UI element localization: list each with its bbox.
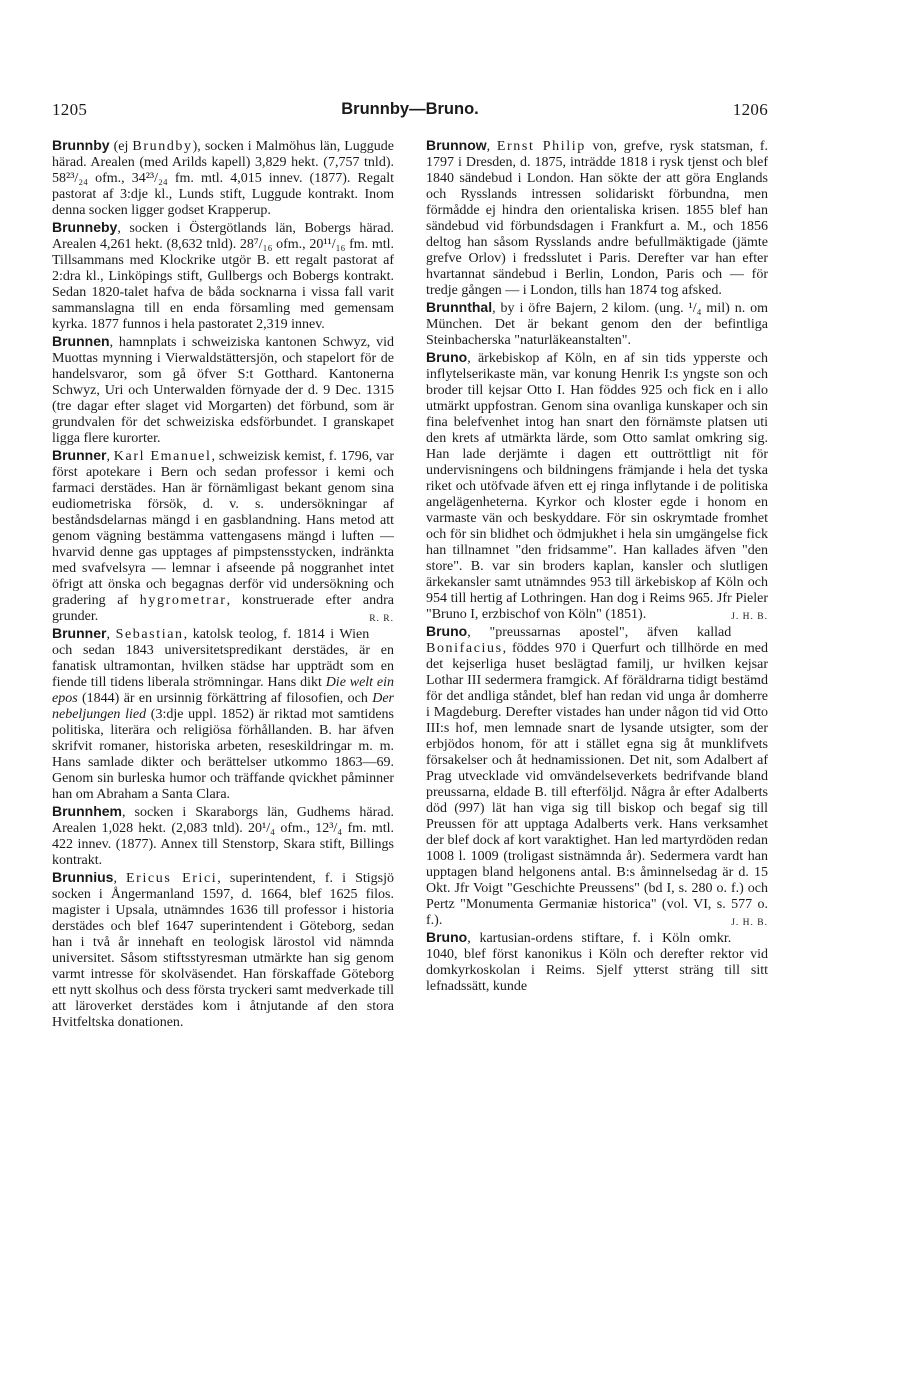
headword: Brunneby: [52, 219, 118, 235]
headword: Bruno: [426, 623, 468, 639]
headword: Brunner: [52, 447, 107, 463]
entry-brunner-karl: Brunner, Karl Emanuel, schweizisk kemist, f. 1796, var först apotekare i Bern och sedan professor i kemi och farmaci derstädes. Han är förnämligast bekant genom sina eudiometriska försök, d. v. s. undersökningar af beståndsdelarnas mängd i en gasblandning. Hans metod att genom vägning bestämma vattengasens mängd i luften — hvarvid denne gas upptages af pimpstensstycken, indränkta med svafvelsyra — lemnar i afseende på noggranhet intet öfrigt att önska och begagnas derför vid undersökning och gradering af hygrometrar, konstruerade efter andra grunder. R. R.: [52, 447, 394, 625]
right-column: [426, 137, 768, 995]
page-header: [52, 100, 768, 124]
entry-brunnby: Brunnby (ej Brundby), socken i Malmöhus län, Luggude härad. Arealen (med Arilds kapell) 3,829 hekt. (7,757 tnld). 58²³/₂₄ ofm., 34²³/₂₄ fm. mtl. 4,015 innev. (1877). Regalt pastorat af 3:dje kl., Lunds stift, Luggude kontrakt. Inom denna socken ligger godset Krapperup.: [52, 137, 395, 218]
left-column: [52, 137, 394, 1031]
author-signature: J. H. B.: [731, 918, 768, 928]
headword: Bruno: [426, 929, 468, 945]
headword: Brunnow: [426, 137, 487, 153]
headword: Bruno: [426, 349, 468, 365]
entry-brunnhem: Brunnhem, socken i Skaraborgs län, Gudhems härad. Arealen 1,028 hekt. (2,083 tnld). 20¹/₄ ofm., 12³/₄ fm. mtl. 422 innev. (1877). Annex till Stenstorp, Skara stift, Billings kontrakt.: [52, 803, 394, 868]
headword: Brunnby: [52, 137, 110, 153]
headword: Brunnen: [52, 333, 110, 349]
author-signature: R. R.: [369, 614, 394, 624]
left-page-number: 1205: [52, 100, 88, 119]
headword: Brunnhem: [52, 803, 122, 819]
entry-brunnow: Brunnow, Ernst Philip von, grefve, rysk statsman, f. 1797 i Dresden, d. 1875, inträdde 1818 i rysk tjenst och blef 1840 sändebud i London. Han sökte der att göra Englands och Rysslands intressen solidariskt förbundna, men förmådde ej hindra den orientaliska krisen. 1855 blef han sändebud vid förbundsdagen i Frankfurt a. M., och 1856 deltog han såsom Rysslands andre befullmäktigade (jämte grefve Orlov) i fredsslutet i Paris. Derefter var han efter hvartannat sändebud i Berlin, London, Paris och — för tredje gången — i London, tills han 1874 tog afsked.: [426, 137, 768, 298]
headword: Brunnthal: [426, 299, 493, 315]
running-title: Brunnby—Bruno.: [341, 100, 479, 118]
entry-brunnen: Brunnen, hamnplats i schweiziska kantonen Schwyz, vid Muottas mynning i Vierwaldstättersjön, och stapelort för de handelsvaror, som gå öfver S:t Gotthard. Kantonerna Schwyz, Uri och Unterwalden förnyade der d. 9 Dec. 1315 (tre dagar efter slaget vid Morgarten) det förbund, som är grundvalen för det schweiziska edsförbundet. I granskapet ligga flere kurorter.: [52, 333, 394, 446]
headword: Brunnius: [52, 869, 114, 885]
entry-brunneby: Brunneby, socken i Östergötlands län, Bobergs härad. Arealen 4,261 hekt. (8,632 tnld). 28⁷/₁₆ ofm., 20¹¹/₁₆ fm. mtl. Tillsammans med Klockrike utgör B. ett regalt pastorat af 2:dra kl., Linköpings stift, Gullbergs och Bobergs kontrakt. Sedan 1820-talet hafva de båda socknarna i vissa fall varit sammanslagna till en enda församling med gemensam kyrka. 1877 funnos i hela pastoratet 2,319 innev.: [52, 219, 394, 332]
headword: Brunner: [52, 625, 107, 641]
entry-bruno-carthusian: Bruno, kartusian-ordens stiftare, f. i Köln omkr. 1040, blef först kanonikus i Köln och derefter rektor vid domkyrkoskolan i Reims. Sjelf ytterst sträng till sitt lefnadssätt, kunde: [426, 929, 768, 994]
entry-bruno-apostle: Bruno, "preussarnas apostel", äfven kallad Bonifacius, föddes 970 i Querfurt och tillhörde en med det kejserliga huset beslägtad familj, ur hvilken kejsar Lothar III sedermera framgick. Af föräldrarna tidigt bestämd för det andliga ståndet, blef han redan vid unga år domherre i Magdeburg. Derefter vistades han under någon tid vid Otto III:s hof, men lemnade snart de lysande utsigter, som der erbjödos honom, för att i stället egna sig åt munklifvets försakelser och åt hednamissionen. Det nit, som Adalbert af Prag utvecklade vid omvändelseverkets bedrifvande bland preussarna, eldade B. till efterföljd. Några år efter Adalberts död (997) lät han viga sig till biskop och begaf sig till Preussen för att upptaga Adalberts verk. Hans verksamhet der blef dock af kort varaktighet. Han led martyrdöden redan 1008 l. 1009 (troligast sistnämnda år). Sedermera vardt han upptagen bland helgonens antal. B:s åminnelsedag är d. 15 Okt. Jfr Voigt "Geschichte Preussens" (bd I, s. 280 o. f.) och Pertz "Monumenta Germaniæ historica" (vol. VI, s. 577 o. f.). J. H. B.: [426, 623, 768, 929]
author-signature: J. H. B.: [731, 612, 768, 622]
entry-brunnius: Brunnius, Ericus Erici, superintendent, f. i Stigsjö socken i Ångermanland 1597, d. 1664, blef 1625 filos. magister i Upsala, utnämndes 1636 till professor i historia derstädes och blef 1647 superintendent i Göteborg, sedan han i två år innehaft en teologisk lärostol vid nämnda universitet. Såsom stiftsstyresman utmärkte han sig genom varmt intresse för skolväsendet. Han förskaffade Göteborg ett nytt skolhus och dess första tryckeri samt medverkade till att läroverket derstädes kom i åtnjutande af den stora Hvitfeltska donationen.: [52, 869, 394, 1030]
entry-brunner-sebastian: Brunner, Sebastian, katolsk teolog, f. 1814 i Wien och sedan 1843 universitetspredikant derstädes, är en fanatisk ultramontan, hvilken städse har uppträdt som en fiende till tidens liberala strömningar. Hans dikt Die welt ein epos (1844) är en ursinnig förkättring af filosofien, och Der nebeljungen lied (3:dje uppl. 1852) är riktad mot samtidens politiska, literära och religiösa förhållanden. B. har äfven skrifvit romaner, historiska arbeten, reseskildringar m. m. Hans samlade dikter och berättelser utkommo 1863—69. Genom sin burleska humor och träffande qvickhet påminner han om Abraham a Santa Clara.: [52, 625, 394, 802]
entry-brunnthal: Brunnthal, by i öfre Bajern, 2 kilom. (ung. ¹/₄ mil) n. om München. Det är bekant genom den der befintliga Steinbacherska "naturläkeanstalten".: [426, 299, 768, 348]
entry-bruno-archbishop: Bruno, ärkebiskop af Köln, en af sin tids ypperste och inflytelserikaste män, var konung Henrik I:s yngste son och broder till kejsar Otto I. Han föddes 925 och fick en i allo utmärkt uppfostran. Genom sina ovanliga kunskaper och sin fina belefvenhet intog han snart den förnämste platsen uti den krets af utmärkta lärde, som Otto samlat omkring sig. Han lade derjämte i dagen ett outtröttligt nit för undervisningens och bildningens främjande i hela det tyska riket och utöfvade äfven ett ej ringa inflytande i de politiska angelägenheterna. Kyrkor och kloster egde i honom en varmaste vän och beskyddare. För sin oskrymtade fromhet och för sin blidhet och ödmjukhet i hela sin umgängelse fick han tillnamnet "den fridsamme". Han kallades äfven "den store". B. var sin broders kaplan, kansler och slutligen ärkekansler samt utnämndes 953 till ärkebiskop af Köln och 954 till hertig af Lothringen. Han dog i Reims 965. Jfr Pieler "Bruno I, erzbischof von Köln" (1851). J. H. B.: [426, 349, 768, 623]
right-page-number: 1206: [732, 100, 768, 119]
